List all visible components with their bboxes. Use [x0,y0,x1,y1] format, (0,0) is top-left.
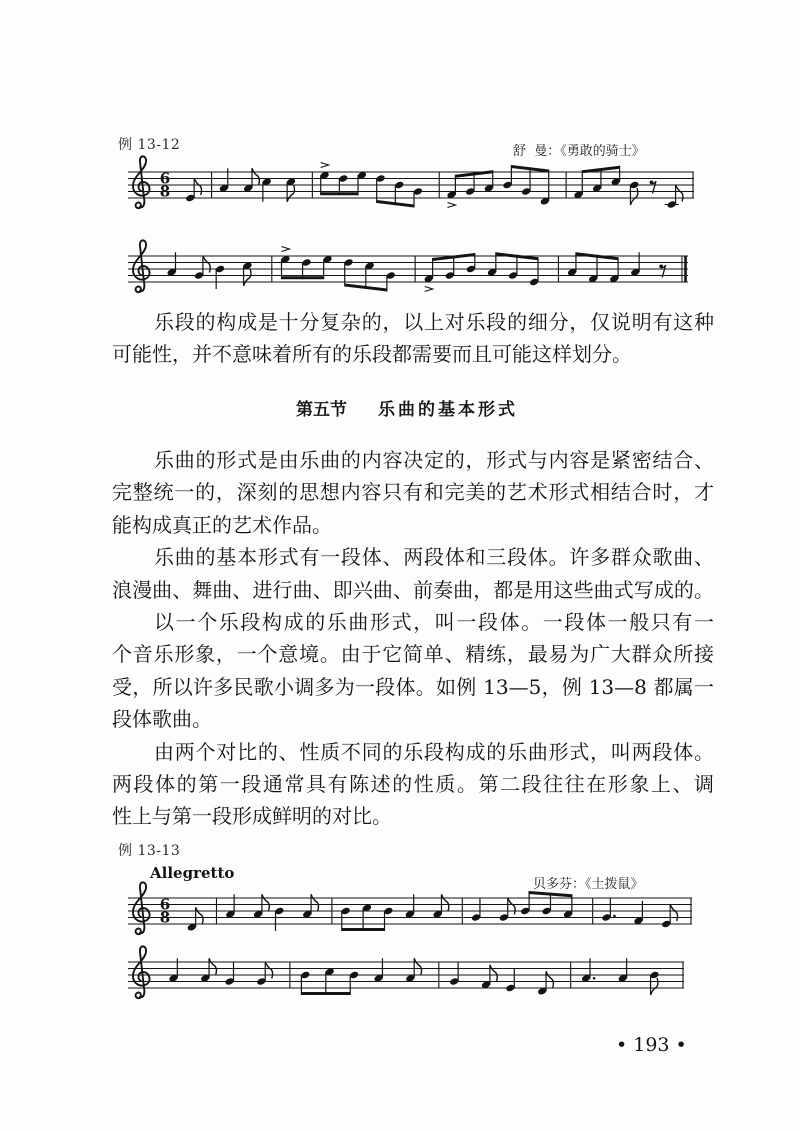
flag [630,188,637,205]
flag [508,898,515,915]
example-label: 例 13-12 [118,137,181,153]
note [505,968,515,992]
paragraph-line: 受，所以许多民歌小调多为一段体。如例 13—5，例 13—8 都属一 [112,674,714,699]
flag [490,965,497,982]
treble-clef-icon [133,156,150,208]
note [649,971,659,995]
paragraph [112,306,714,370]
flag [311,894,318,911]
flag [194,178,201,195]
tempo-marking: Allegretto [150,864,235,882]
augmentation-dot [613,915,616,918]
beamed-note-group [344,258,396,291]
flag [651,978,658,995]
note [185,178,201,202]
note [499,898,515,922]
beamed-note-group [446,170,494,207]
time-signature-bottom: 8 [159,182,171,201]
body-text [112,444,714,833]
accent-mark [425,287,433,292]
paragraph-line: 乐段的构成是十分复杂的，以上对乐段的细分，仅说明有这种 [154,310,714,334]
paragraph-line: 浪漫曲、舞曲、进行曲、即兴曲、前奏曲，都是用这些曲式写成的。 [112,577,714,602]
note [274,907,284,931]
time-signature-top: 6 [159,895,171,914]
flag [676,185,683,202]
accent-mark [281,247,289,252]
paragraph-line: 性上与第一段形成鲜明的对比。 [112,804,392,829]
paragraph-line: 两段体的第一段通常具有陈述的性质。第二段往往在形象上、调 [112,772,714,797]
note [601,898,615,922]
music-staff [128,232,690,308]
composer-credit: 舒 曼：《勇敢的骑士》 [513,144,645,159]
section-number: 第五节 [296,400,347,420]
flag [414,958,421,975]
composer-credit: 贝多芬：《土拨鼠》 [533,877,644,892]
note [194,256,210,280]
section-heading [296,397,518,423]
note [449,962,459,986]
beamed-note-group [424,253,476,292]
flag [244,269,251,286]
paragraph-line: 个音乐形象，一个意境。由于它简单、精练，最易为广大群众所接 [112,642,714,667]
note [665,185,683,209]
flag [209,958,216,975]
note [471,898,481,922]
beamed-note-group [567,252,619,283]
flag [287,185,294,202]
note [224,962,234,986]
paragraph-line: 由两个对比的、性质不同的乐段构成的乐曲形式，叫两段体。 [154,739,714,764]
accent-mark [321,163,329,168]
section-title: 乐曲的基本形式 [378,400,518,420]
flag [196,907,203,924]
paragraph-line: 能构成真正的艺术作品。 [112,512,332,537]
page-number: • 193 • [616,1034,687,1056]
beamed-note-group [375,174,423,207]
music-staff [128,148,696,224]
note [661,904,677,928]
time-signature-top: 6 [159,169,171,188]
accent-mark [447,203,455,208]
paragraph-line: 乐曲的基本形式有一段体、两段体和三段体。许多群众歌曲、 [154,545,714,570]
treble-clef-icon [133,946,150,998]
note [629,181,639,205]
note [215,265,225,289]
note [256,962,272,986]
paragraph-line: 以一个乐段构成的乐曲形式，叫一段体。一段体一般只有一 [154,610,714,635]
beamed-note-group [573,166,621,199]
time-signature-bottom: 8 [159,908,171,927]
flag [441,894,448,911]
flag [546,971,553,988]
flag [252,168,259,185]
paragraph-line: 可能性，并不意味着所有的乐段都需要而且可能这样划分。 [112,342,632,366]
music-staff [128,938,686,1014]
treble-clef-icon [133,882,150,934]
paragraph-line: 段体歌曲。 [112,707,212,732]
example-label: 例 13-13 [118,843,181,859]
paragraph-line: 完整统一的，深刻的思想内容只有和完美的艺术形式相结合时，才 [112,480,714,505]
treble-clef-icon [133,240,150,292]
flag [670,904,677,921]
flag [203,256,210,273]
flag [262,894,269,911]
flag [265,962,272,979]
augmentation-dot [593,977,596,980]
paragraph-line: 乐曲的形式是由乐曲的内容决定的，形式与内容是紧密结合、 [154,448,714,472]
